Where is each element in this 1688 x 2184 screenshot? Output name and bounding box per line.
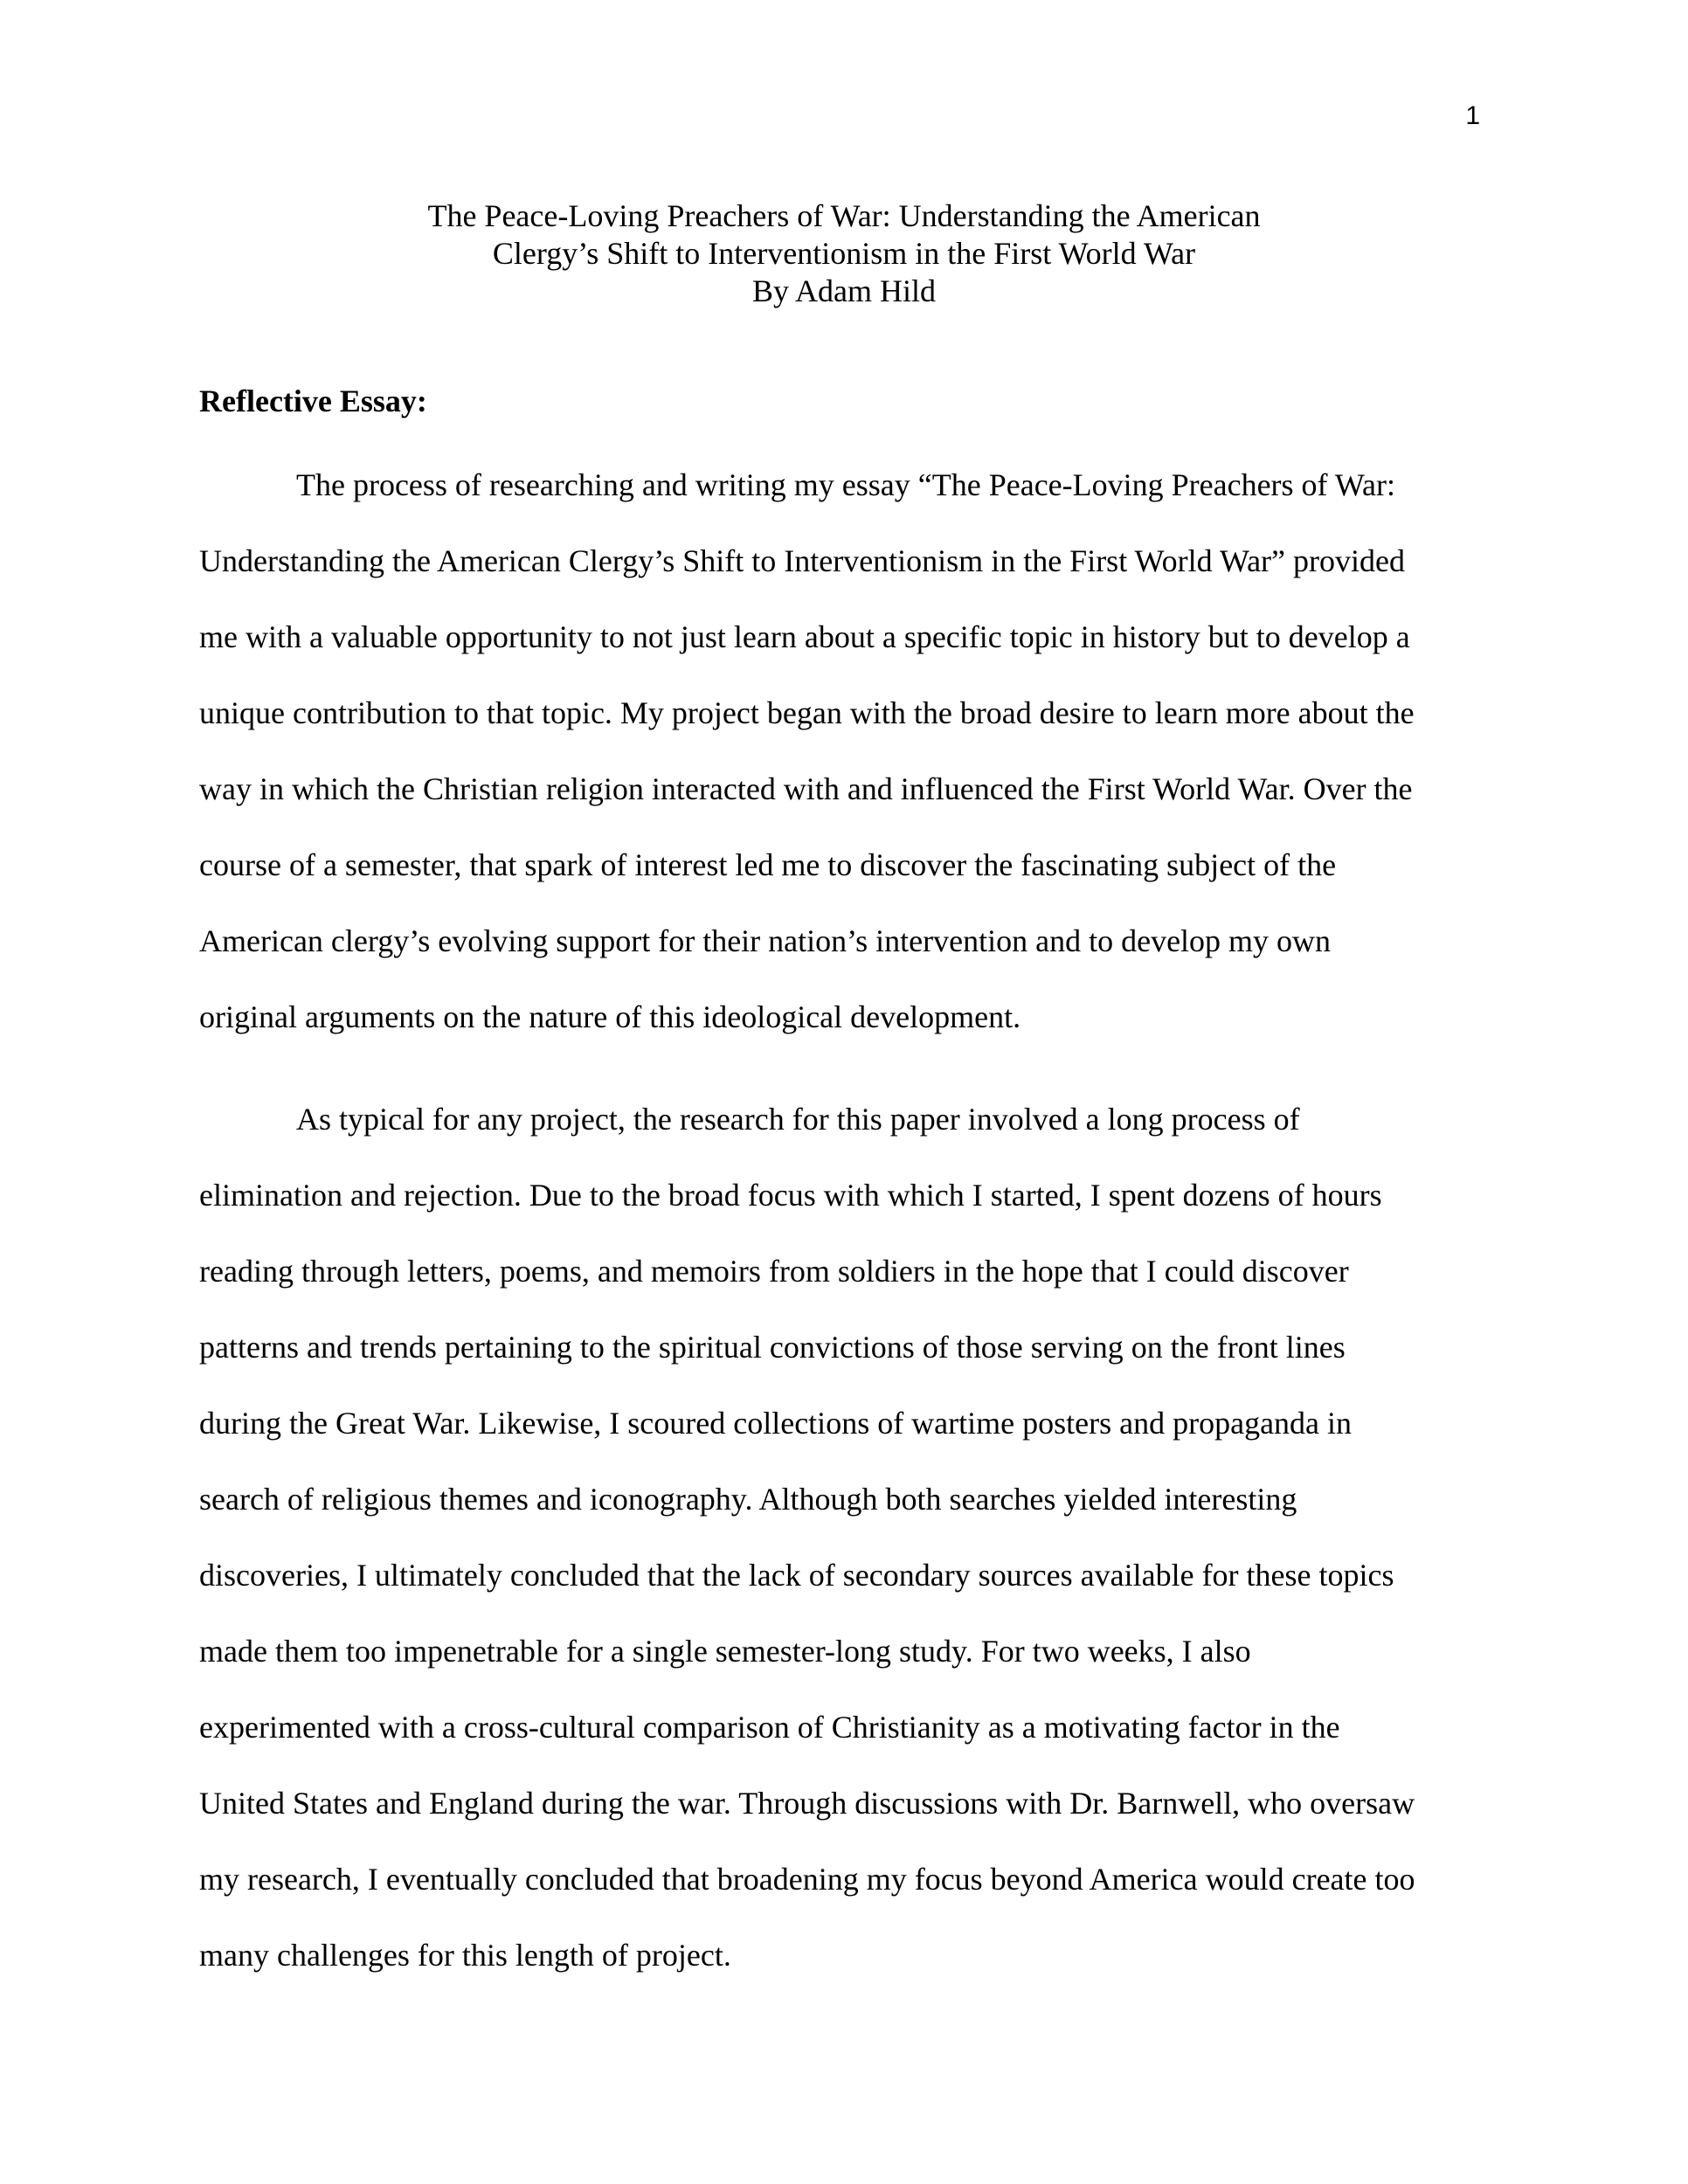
paragraph-line: unique contribution to that topic. My project began with the broad desire to learn more about the [199, 695, 1415, 730]
paragraph-line: during the Great War. Likewise, I scoured collections of wartime posters and propaganda in [199, 1406, 1352, 1441]
paragraph-line: search of religious themes and iconography. Although both searches yielded interesting [199, 1482, 1297, 1517]
title-line-2: Clergy’s Shift to Interventionism in the First World War [492, 236, 1196, 271]
paragraph-line: patterns and trends pertaining to the spiritual convictions of those serving on the front lines [199, 1330, 1346, 1365]
section-heading: Reflective Essay: [199, 384, 427, 418]
paragraph-line: made them too impenetrable for a single semester-long study. For two weeks, I also [199, 1634, 1251, 1669]
page-number: 1 [1465, 101, 1480, 130]
paragraph-line: American clergy’s evolving support for their nation’s intervention and to develop my own [199, 923, 1332, 958]
paragraph-line: me with a valuable opportunity to not just learn about a specific topic in history but to develop a [199, 619, 1410, 654]
paragraph-line: experimented with a cross-cultural comparison of Christianity as a motivating factor in the [199, 1710, 1340, 1745]
paragraph-line: elimination and rejection. Due to the broad focus with which I started, I spent dozens of hours [199, 1178, 1382, 1213]
title-line-1: The Peace-Loving Preachers of War: Understanding the American [427, 198, 1261, 233]
paragraph-line: course of a semester, that spark of interest led me to discover the fascinating subject of the [199, 847, 1337, 882]
paragraph-line: my research, I eventually concluded that broadening my focus beyond America would create too [199, 1862, 1415, 1897]
paragraph-line: way in which the Christian religion interacted with and influenced the First World War. Over the [199, 771, 1413, 806]
paragraph-line: discoveries, I ultimately concluded that the lack of secondary sources available for these topics [199, 1558, 1394, 1593]
paragraph-line: many challenges for this length of project. [199, 1938, 731, 1973]
paragraph-line: United States and England during the war. Through discussions with Dr. Barnwell, who oversaw [199, 1786, 1415, 1821]
paragraph-2 [199, 1082, 1492, 1994]
paragraph-line: original arguments on the nature of this ideological development. [199, 999, 1021, 1034]
paragraph-line: Understanding the American Clergy’s Shift to Interventionism in the First World War” provided [199, 543, 1405, 578]
paragraph-line: As typical for any project, the research for this paper involved a long process of [296, 1102, 1300, 1137]
author-byline: By Adam Hild [751, 273, 936, 308]
essay-body [199, 379, 1492, 1994]
paragraph-1 [199, 447, 1492, 1055]
paragraph-line: The process of researching and writing my essay “The Peace-Loving Preachers of War: [296, 467, 1395, 502]
title-block [0, 197, 1688, 310]
paragraph-line: reading through letters, poems, and memoirs from soldiers in the hope that I could discover [199, 1254, 1349, 1289]
